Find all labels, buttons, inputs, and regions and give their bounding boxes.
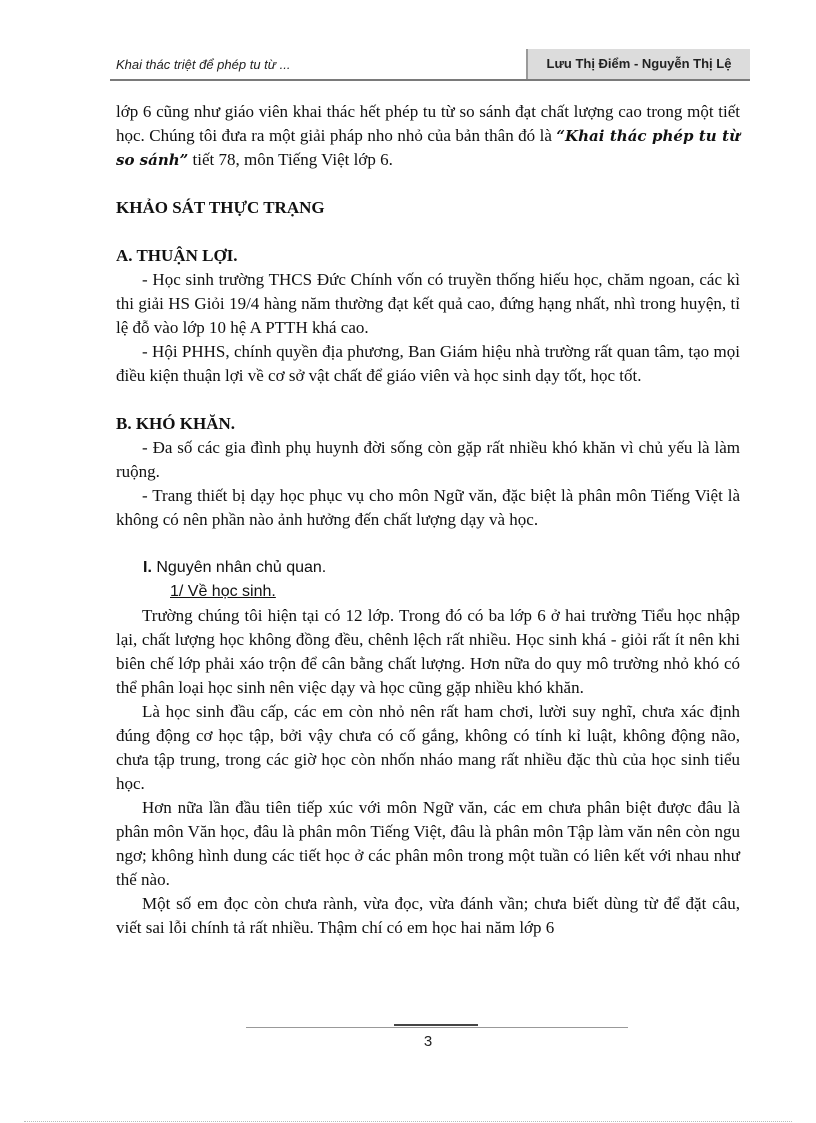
intro-paragraph: lớp 6 cũng như giáo viên khai thác hết phép tu từ so sánh đạt chất lượng cao trong một tiết học. Chúng tôi đưa ra một giải pháp nho nhỏ của bản thân đó là “Khai thác phép tu từ so sánh” tiết 78, môn Tiếng Việt lớp 6. — [116, 102, 741, 169]
causes-paragraph: Một số em đọc còn chưa rành, vừa đọc, vừa đánh vần; chưa biết dùng từ để đặt câu, viết sai lỗi chính tả rất nhiều. Thậm chí có em học hai năm lớp 6 — [116, 894, 740, 937]
footer-divider — [246, 1027, 628, 1028]
causes-paragraph: Hơn nữa lần đầu tiên tiếp xúc với môn Ngữ văn, các em chưa phân biệt được đâu là phân môn Văn học, đâu là phân môn Tiếng Việt, đâu là phân môn Tập làm văn nên còn ngu ngơ; không hình dung các tiết học ở các phân môn trong một tuần có liên kết với nhau như thế nào. — [116, 798, 740, 889]
difficulties-paragraph: - Đa số các gia đình phụ huynh đời sống còn gặp rất nhiều khó khăn vì chủ yếu là làm ruộng. — [116, 438, 740, 481]
page-number: 3 — [423, 1033, 433, 1050]
causes-heading: I. Nguyên nhân chủ quan. — [143, 559, 327, 576]
survey-heading: KHẢO SÁT THỰC TRẠNG — [116, 198, 325, 217]
lesson-title-emphasis: “Khai thác phép tu từ so sánh” — [116, 127, 741, 169]
advantages-paragraph: - Hội PHHS, chính quyền địa phương, Ban Giám hiệu nhà trường rất quan tâm, tạo mọi điều kiện thuận lợi về cơ sở vật chất để giáo viên và học sinh dạy tốt, học tốt. — [116, 342, 740, 385]
header-document-title: Khai thác triệt để phép tu từ ... — [116, 57, 291, 72]
causes-paragraph: Trường chúng tôi hiện tại có 12 lớp. Trong đó có ba lớp 6 ở hai trường Tiểu học nhập lại, chất lượng học không đồng đều, chênh lệch rất nhiều. Học sinh khá - giỏi rất ít nên khi biên chế lớp phải xáo trộn để cân bằng chất lượng. Hơn nữa do quy mô trường nhỏ khó có thể phân loại học sinh nên việc dạy và học cũng gặp nhiều khó khăn. — [116, 606, 740, 697]
page-bottom-edge — [24, 1121, 792, 1122]
header-authors: Lưu Thị Điểm - Nguyễn Thị Lệ — [526, 49, 750, 79]
page-header — [110, 49, 750, 81]
difficulties-paragraph: - Trang thiết bị dạy học phục vụ cho môn Ngữ văn, đặc biệt là phân môn Tiếng Việt là không có nên phần nào ảnh hưởng đến chất lượng dạy và học. — [116, 486, 740, 529]
advantages-paragraph: - Học sinh trường THCS Đức Chính vốn có truyền thống hiếu học, chăm ngoan, các kì thi giải HS Giỏi 19/4 hàng năm thường đạt kết quả cao, đứng hạng nhất, nhì trong huyện, tỉ lệ đỗ vào lớp 10 hệ A PTTH khá cao. — [116, 270, 740, 337]
advantages-heading: A. THUẬN LỢI. — [116, 246, 238, 265]
difficulties-heading: B. KHÓ KHĂN. — [116, 414, 236, 433]
footer-page-mark — [394, 1024, 478, 1026]
students-subheading: 1/ Về học sinh. — [170, 583, 276, 600]
causes-paragraph: Là học sinh đầu cấp, các em còn nhỏ nên rất ham chơi, lười suy nghĩ, chưa xác định đúng động cơ học tập, bởi vậy chưa có cố gắng, không có tính kỉ luật, không động não, chưa tập trung, trong các giờ học còn nhốn nháo mang rất nhiều đặc thù của học sinh tiểu học. — [116, 702, 740, 793]
document-body — [116, 100, 740, 940]
